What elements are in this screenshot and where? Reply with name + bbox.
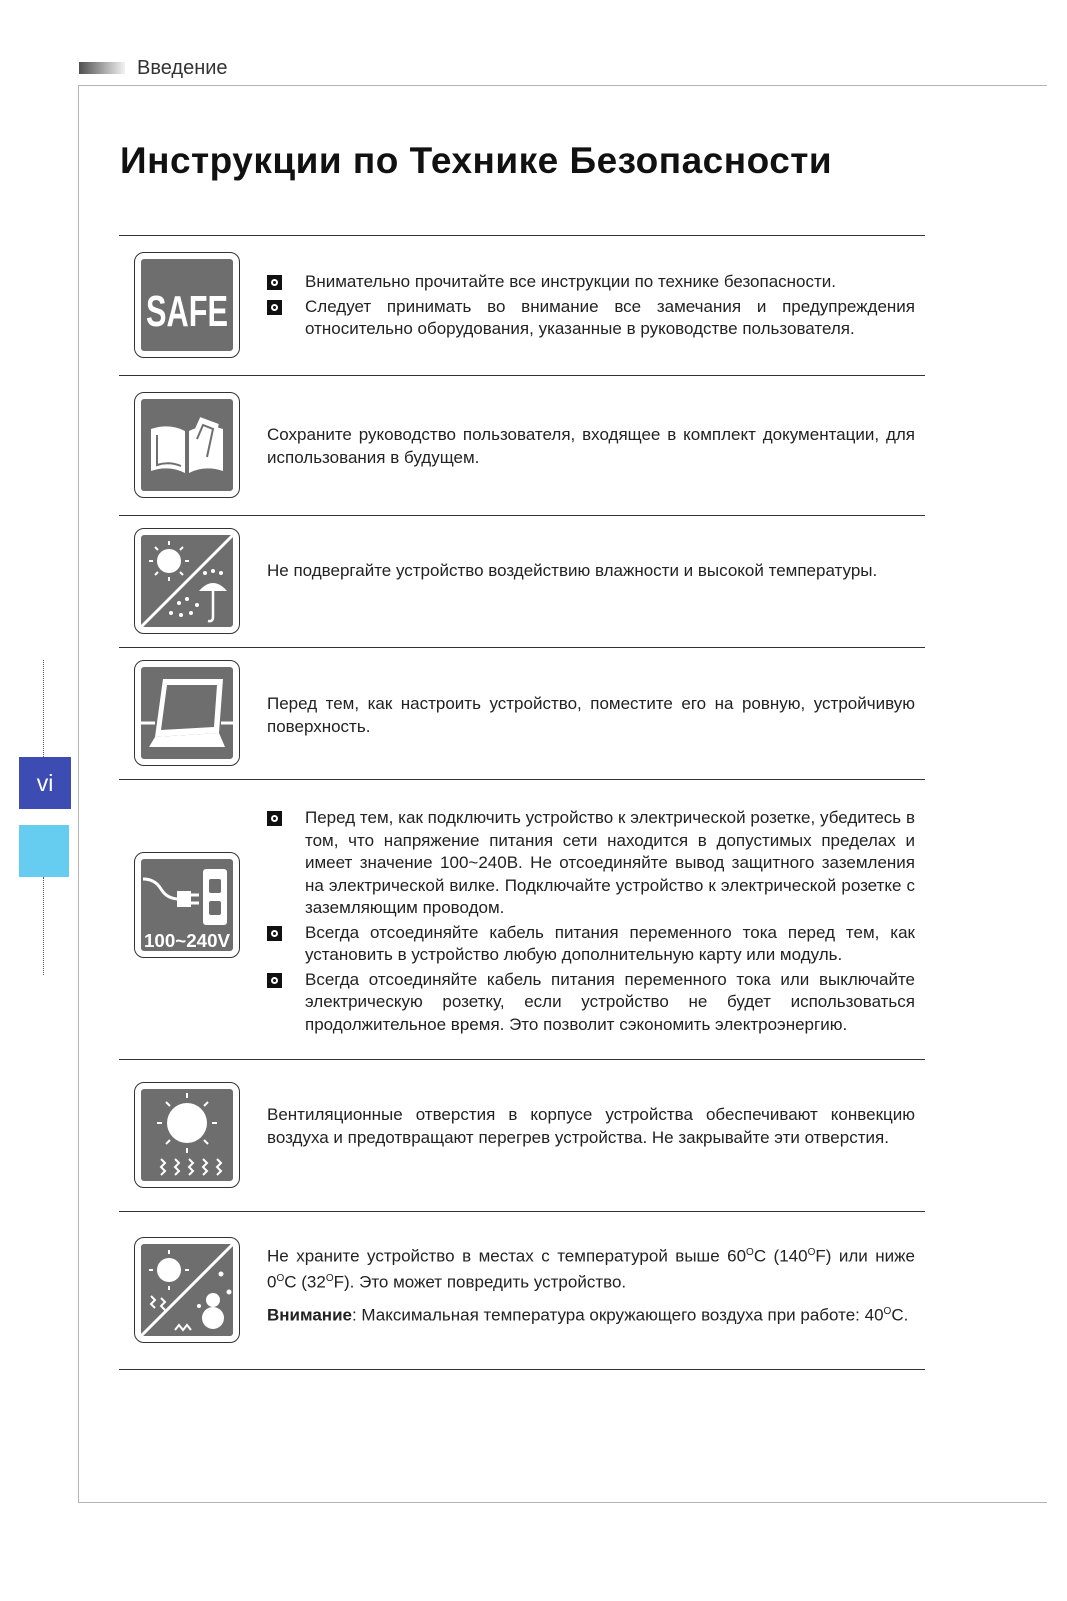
side-tab-accent xyxy=(19,825,69,877)
side-dotted-line-top xyxy=(43,660,44,757)
divider xyxy=(119,235,925,236)
list-item: Следует принимать во внимание все замечания и предупреждения относительно оборудования, указанные в руководстве пользователя. xyxy=(267,296,915,341)
divider xyxy=(119,1059,925,1060)
ventilation-heat-icon xyxy=(134,1082,240,1188)
side-dotted-line-bottom xyxy=(43,877,44,975)
power-outlet-icon xyxy=(134,852,240,958)
divider xyxy=(119,1211,925,1212)
safe-icon-label: SAFE xyxy=(146,287,228,336)
page-number-tab: vi xyxy=(19,757,71,809)
bullet-icon xyxy=(267,811,282,826)
bullet-icon xyxy=(267,300,282,315)
list-item: Всегда отсоединяйте кабель питания переменного тока или выключайте электрическую розетку, если устройство не будет использоваться продолжительное время. Это позволит сэкономить электроэнергию. xyxy=(267,969,915,1037)
section-safety-read xyxy=(267,271,915,343)
section-ventilation: Вентиляционные отверстия в корпусе устройства обеспечивают конвекцию воздуха и предотвращают перегрев устройства. Не закрывайте эти отверстия. xyxy=(267,1105,915,1147)
divider xyxy=(119,647,925,648)
list-item: Внимательно прочитайте все инструкции по технике безопасности. xyxy=(267,271,915,294)
manual-book-icon xyxy=(134,392,240,498)
section-keep-manual: Сохраните руководство пользователя, входящее в комплект документации, для использования в будущем. xyxy=(267,425,915,467)
temperature-range-icon xyxy=(134,1237,240,1343)
divider xyxy=(119,779,925,780)
bullet-icon xyxy=(267,973,282,988)
header-gradient-bar xyxy=(79,62,125,74)
section-temperature xyxy=(267,1242,915,1334)
divider xyxy=(119,515,925,516)
section-humidity: Не подвергайте устройство воздействию влажности и высокой температуры. xyxy=(267,561,878,580)
divider xyxy=(119,1369,925,1370)
flat-surface-icon xyxy=(134,660,240,766)
voltage-label: 100~240V xyxy=(144,931,230,951)
temperature-note: Внимание: Максимальная температура окружающего воздуха при работе: $40^OC$. xyxy=(267,1305,909,1325)
list-item: Всегда отсоединяйте кабель питания переменного тока перед тем, как установить в устройство любую дополнительную карту или модуль. xyxy=(267,922,915,967)
bullet-icon xyxy=(267,926,282,941)
list-item: Перед тем, как подключить устройство к электрической розетке, убедитесь в том, что напряжение питания сети находится в допустимых пределах и имеет значение 100~240В. Не отсоединяйте вывод защитного заземления на электрической вилке. Подключайте устройство к электрической розетке с заземляющим проводом. xyxy=(267,807,915,920)
section-flat-surface: Перед тем, как настроить устройство, поместите его на ровную, устройчивую поверхность. xyxy=(267,694,915,736)
header-section-title: Введение xyxy=(137,57,228,79)
safe-icon xyxy=(134,252,240,358)
page-title: Инструкции по Технике Безопасности xyxy=(120,140,833,181)
divider xyxy=(119,375,925,376)
bullet-icon xyxy=(267,275,282,290)
temperature-storage-text: Не храните устройство в местах с температурой выше $60^OC$ $(140^OF)$ или ниже $0^OC$ $(32^OF)$. Это может повредить устройство. xyxy=(267,1246,915,1292)
section-power xyxy=(267,807,915,1038)
humidity-heat-icon xyxy=(134,528,240,634)
